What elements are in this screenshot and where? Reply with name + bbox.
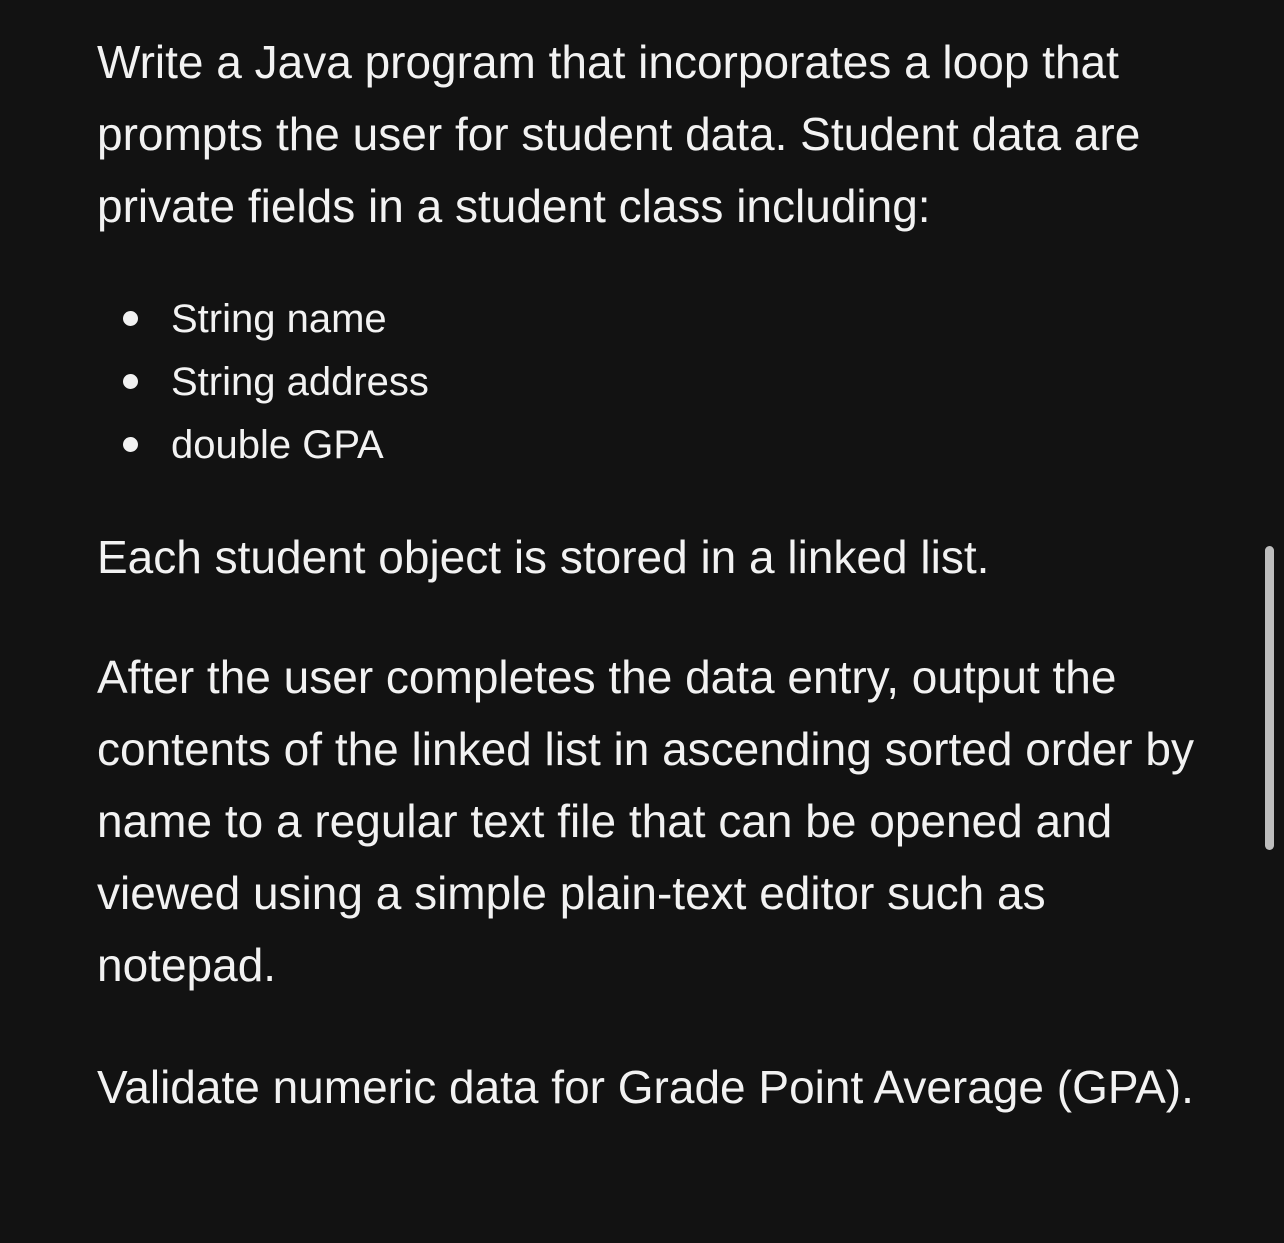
list-item-label: String address [171, 360, 429, 404]
validation-paragraph: Validate numeric data for Grade Point Average (GPA). [97, 1061, 1194, 1113]
list-item [97, 414, 1207, 477]
bullet-icon [123, 374, 138, 389]
field-list [97, 288, 1207, 477]
document-body [97, 26, 1207, 1123]
list-item-label: double GPA [171, 423, 384, 467]
list-item [97, 288, 1207, 351]
bullet-icon [123, 437, 138, 452]
scrollbar-thumb[interactable] [1265, 546, 1274, 850]
list-item-label: String name [171, 297, 387, 341]
intro-paragraph: Write a Java program that incorporates a loop that prompts the user for student data. Student data are private fields in a student class including: [97, 36, 1141, 232]
output-paragraph: After the user completes the data entry, output the contents of the linked list in ascending sorted order by name to a regular text file that can be opened and viewed using a simple plain-text editor such as notepad. [97, 651, 1194, 991]
bullet-icon [123, 311, 138, 326]
storage-paragraph: Each student object is stored in a linked list. [97, 531, 990, 583]
list-item [97, 351, 1207, 414]
